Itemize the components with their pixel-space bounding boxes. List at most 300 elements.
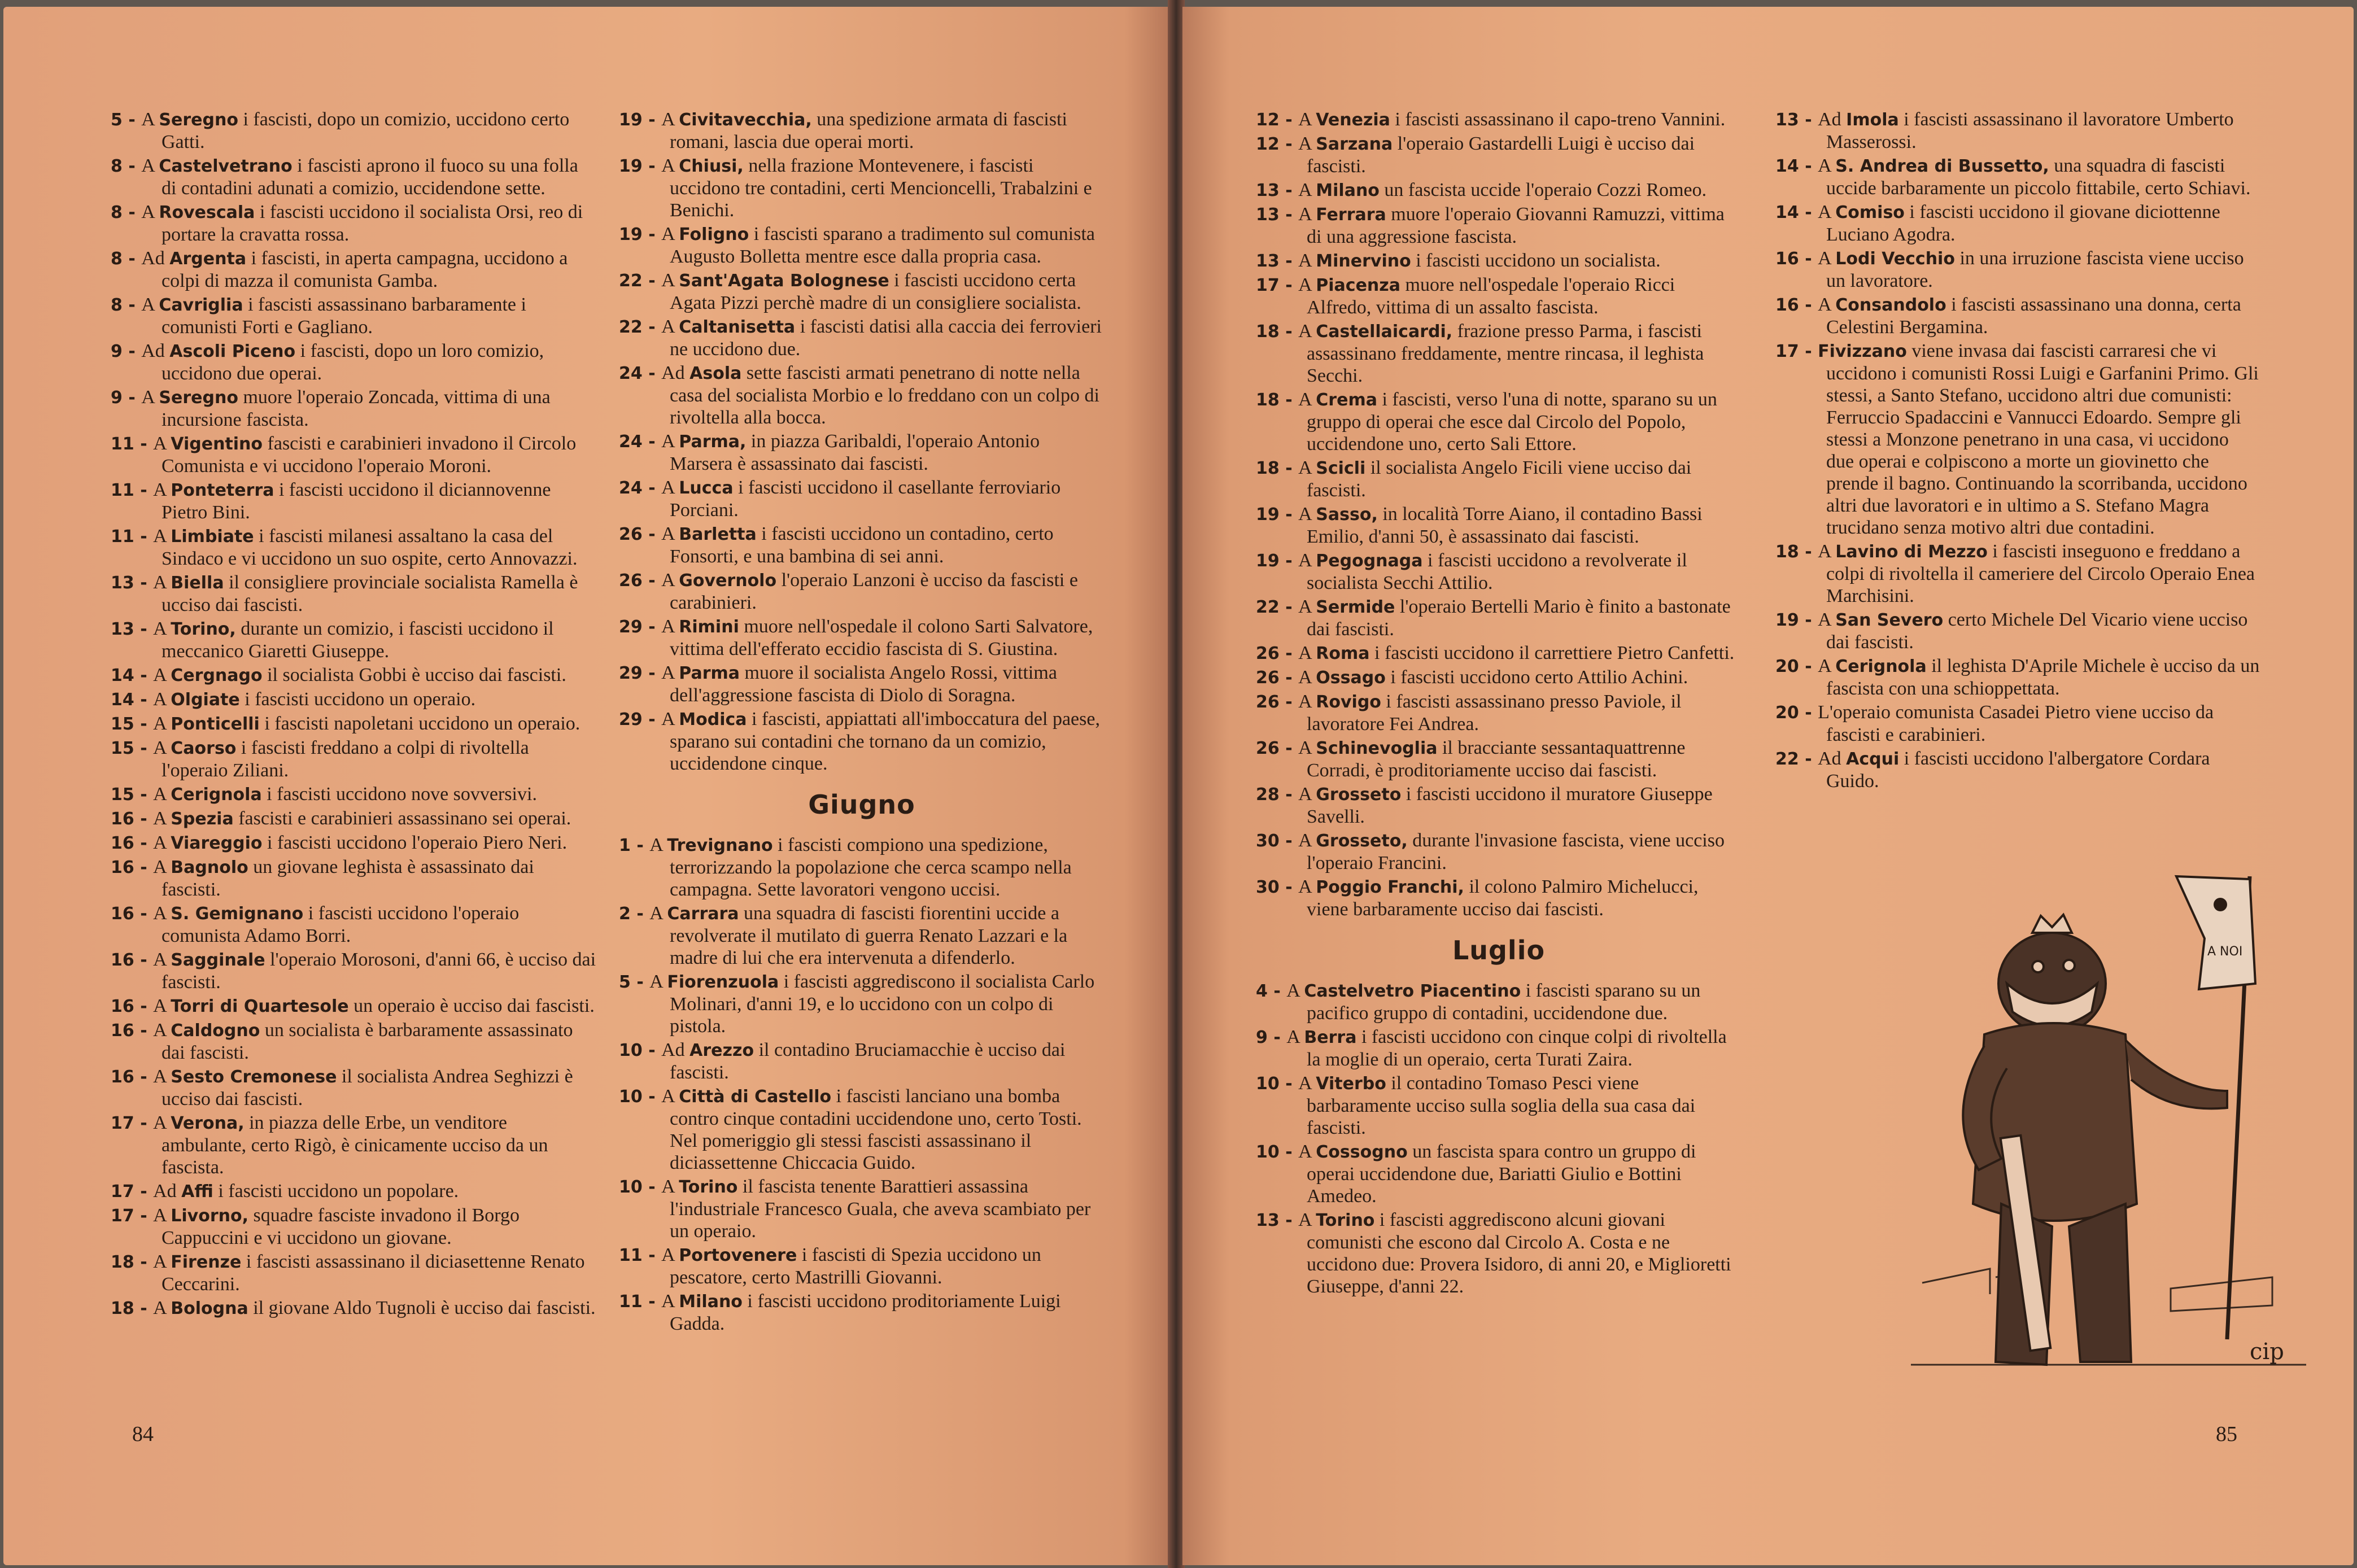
entry-day: 2 - [619,904,650,924]
entry-preposition: A [153,737,171,758]
entry-text: muore il socialista Angelo Rossi, vittima dell'aggressione fascista di Diolo di Soragna. [670,662,1057,706]
entry-day: 24 - [619,478,662,498]
chronology-entry [111,713,596,735]
chronology-entry [111,1180,596,1203]
chronology-entry [619,1244,1105,1289]
entry-place: Sesto Cremonese [171,1067,337,1087]
entry-text: sette fascisti armati penetrano di notte nella casa del socialista Morbio e lo freddano con un colpo di rivoltella alla bocca. [670,362,1099,428]
entry-text: durante l'invasione fascista, viene ucciso l'operaio Francini. [1307,830,1725,873]
chronology-entry [111,108,596,153]
chronology-entry [1256,179,1741,202]
entry-day: 17 - [1775,342,1818,361]
entry-day: 26 - [619,525,662,544]
entry-place: Rimini [679,617,739,637]
entry-day: 15 - [111,785,154,805]
chronology-entry [111,995,596,1017]
entry-day: 26 - [1256,668,1299,688]
entry-text: i fascisti, in aperta campagna, uccidono a colpi di mazza il comunista Gamba. [162,248,568,291]
entry-place: Cossogno [1316,1142,1408,1162]
entry-day: 13 - [1256,251,1299,271]
chronology-entry [1775,655,2261,700]
entry-place: Cerignola [1835,657,1927,676]
entry-day: 13 - [111,573,154,593]
entry-preposition: A [141,294,159,315]
entry-preposition: A [1298,550,1316,571]
entry-day: 4 - [1256,981,1287,1001]
entry-place: Seregno [159,388,238,408]
left-page [3,7,1171,1565]
page-number-right: 85 [2216,1422,2237,1446]
entry-day: 11 - [619,1246,662,1265]
chronology-entry [1256,549,1741,594]
entry-day: 5 - [111,110,142,130]
entry-preposition: A [153,433,171,454]
chronology-entry [111,571,596,616]
chronology-entry [1256,829,1741,874]
entry-day: 26 - [619,571,662,591]
chronology-entry [111,201,596,246]
entry-place: Chiusi, [679,156,744,176]
entry-place: Sagginale [171,950,265,970]
chronology-entry [111,783,596,806]
chronology-entry [619,316,1105,360]
entry-text: i fascisti uccidono con cinque colpi di rivoltella la moglie di un operaio, certa Turati Zaira. [1307,1027,1727,1070]
entry-place: Cergnago [171,666,263,685]
entry-preposition: A [649,835,667,855]
entry-day: 28 - [1256,785,1299,805]
entry-preposition: A [1818,294,1836,315]
entry-place: Argenta [169,249,247,269]
entry-day: 26 - [1256,644,1299,663]
entry-day: 8 - [111,249,142,269]
entry-preposition: A [141,387,159,408]
entry-day: 16 - [111,809,154,829]
right-column-2 [1775,108,2261,794]
entry-preposition: A [141,155,159,176]
entry-text: i fascisti uccidono l'operaio comunista Adamo Borri. [162,903,520,946]
entry-place: Ferrara [1316,205,1386,225]
entry-preposition: Ad [141,340,170,361]
entry-day: 26 - [1256,739,1299,758]
entry-text: nella frazione Montevenere, i fascisti uccidono tre contadini, certi Mencioncelli, Trabalzini e Benichi. [670,155,1092,221]
entry-preposition: Ad [141,248,170,269]
entry-text: un operaio è ucciso dai fascisti. [348,995,595,1016]
entry-preposition: A [153,903,171,924]
chronology-entry [1256,596,1741,640]
entry-place: Vigentino [171,434,263,454]
entry-text: una squadra di fascisti fiorentini uccide a revolverate il mutilato di guerra Renato Lazzari e la madre di lui che era intervenuta a difenderlo. [670,903,1068,968]
entry-place: Cavriglia [159,295,243,315]
entry-preposition: A [153,949,171,970]
entry-preposition: A [1286,980,1304,1001]
entry-day: 10 - [619,1087,662,1107]
entry-place: Comiso [1835,203,1905,222]
entry-text: i fascisti uccidono il muratore Giuseppe Savelli. [1307,784,1713,827]
entry-preposition: A [141,202,159,222]
entry-place: Seregno [159,110,238,130]
chronology-entry [111,155,596,199]
entry-text: squadre fasciste invadono il Borgo Cappuccini e vi uccidono un giovane. [162,1205,520,1248]
entry-place: Venezia [1316,110,1390,130]
entry-place: Torino [679,1177,738,1197]
chronology-entry [619,1085,1105,1174]
entry-preposition: A [661,477,679,498]
entry-day: 19 - [619,225,662,244]
entry-place: Firenze [171,1252,242,1272]
chronology-entry [619,430,1105,475]
entry-place: Fiorenzuola [667,972,779,992]
chronology-entry [111,247,596,292]
chronology-entry [1256,980,1741,1024]
entry-preposition: A [661,224,679,244]
chronology-entry [619,223,1105,268]
entry-text: una spedizione armata di fascisti romani, lascia due operai morti. [670,109,1067,152]
entry-preposition: A [661,523,679,544]
entry-place: Civitavecchia, [679,110,812,130]
entry-place: Milano [679,1292,743,1312]
entry-text: i fascisti inseguono e freddano a colpi di rivoltella il cameriere del Circolo Operaio Enea Marchisini. [1826,541,2255,606]
chronology-entry [1256,457,1741,501]
entry-text: in località Torre Aiano, il contadino Bassi Emilio, d'anni 50, è assassinato dai fascisti. [1307,504,1703,547]
june-entries [619,834,1105,1335]
entry-preposition: A [153,572,171,593]
entry-text: durante un comizio, i fascisti uccidono il meccanico Giaretti Giuseppe. [162,618,554,662]
entry-place: Roma [1316,644,1370,663]
chronology-entry [619,362,1105,429]
entry-preposition: A [153,995,171,1016]
chronology-entry [1256,642,1741,665]
chronology-entry [619,1290,1105,1335]
entry-day: 29 - [619,617,662,637]
entry-text: i fascisti uccidono certo Attilio Achini. [1385,667,1688,688]
chronology-entry [619,523,1105,567]
entry-text: il leghista D'Aprile Michele è ucciso da un fascista con una schioppettata. [1826,656,2260,699]
entry-preposition: A [661,1244,679,1265]
chronology-entry [1256,388,1741,455]
entry-text: i fascisti uccidono il carrettiere Pietro Canfetti. [1369,643,1735,663]
entry-preposition: A [1298,250,1316,271]
entry-day: 29 - [619,663,662,683]
entry-text: i fascisti assassinano il lavoratore Umberto Masserossi. [1826,109,2234,152]
entry-day: 16 - [111,1021,154,1041]
entry-preposition: Ad [1818,109,1847,130]
entry-preposition: A [1298,109,1316,130]
entry-preposition: Ad [153,1181,182,1202]
chronology-entry [1256,1026,1741,1071]
entry-preposition: Ad [661,362,690,383]
entry-day: 13 - [1256,1211,1299,1230]
entry-text: i fascisti aprono il fuoco su una folla di contadini adunati a comizio, uccidendone sette. [162,155,578,199]
entry-day: 22 - [619,317,662,337]
entry-text: il bracciante sessantaquattrenne Corradi, è proditoriamente ucciso dai fascisti. [1307,737,1686,781]
entry-day: 15 - [111,714,154,734]
entry-place: Fivizzano [1818,342,1907,361]
entry-day: 16 - [111,950,154,970]
entry-day: 1 - [619,836,650,855]
entry-preposition: A [153,832,171,853]
chronology-entry [111,832,596,854]
entry-day: 5 - [619,972,650,992]
chronology-entry [619,269,1105,314]
entry-preposition: Ad [661,1039,690,1060]
entry-day: 8 - [111,156,142,176]
entry-day: 13 - [1256,205,1299,225]
entry-preposition: A [1818,656,1836,676]
entry-day: 12 - [1256,110,1299,130]
chronology-entry [111,1065,596,1110]
entry-place: Castelvetrano [159,156,293,176]
entry-place: Milano [1316,181,1380,200]
entry-text: il giovane Aldo Tugnoli è ucciso dai fascisti. [248,1298,596,1318]
entry-preposition: A [1818,609,1836,630]
entry-text: i fascisti uccidono un operaio. [239,689,476,710]
entry-day: 18 - [111,1252,154,1272]
entry-text: frazione presso Parma, i fascisti assassinano freddamente, mentre rincasa, il leghista Secchi. [1307,321,1704,386]
entry-day: 16 - [1775,249,1818,269]
entry-text: i fascisti sparano a tradimento sul comunista Augusto Bolletta mentre esce dalla propria casa. [670,224,1095,267]
chronology-entry [619,662,1105,706]
chronology-entry [1256,503,1741,548]
entry-day: 11 - [111,527,154,547]
entry-place: Lodi Vecchio [1835,249,1955,269]
entry-place: Lavino di Mezzo [1835,542,1988,562]
entry-place: Torino, [171,619,236,639]
entry-preposition: A [153,1020,171,1041]
entry-preposition: A [649,971,667,992]
entry-day: 18 - [1256,390,1299,410]
chronology-entry [619,155,1105,221]
entry-preposition: A [1818,155,1836,176]
entry-text: i fascisti uccidono un contadino, certo Fonsorti, e una bambina di sei anni. [670,523,1054,567]
entry-place: Grosseto, [1316,831,1408,851]
entry-preposition: A [661,570,679,591]
entry-text: i fascisti uccidono certa Agata Pizzi perchè madre di un consigliere socialista. [670,270,1081,313]
entry-text: il contadino Bruciamacchie è ucciso dai fascisti. [670,1039,1066,1083]
chronology-entry [1775,155,2261,199]
entry-text: certo Michele Del Vicario viene ucciso dai fascisti. [1826,609,2248,653]
entry-preposition: A [661,155,679,176]
entry-place: Arezzo [689,1041,754,1060]
entry-text: i fascisti lanciano una bomba contro cinque contadini uccidendone uno, certo Tosti. Nel pomeriggio gli stessi fascisti assassinano il diciassettenne Chiccacia Guido. [670,1086,1082,1173]
chronology-entry [1775,201,2261,246]
entry-preposition: A [1298,321,1316,342]
entry-text: i fascisti, verso l'una di notte, sparano su un gruppo di operai che esce dal Circolo del Popolo, uccidendone uno, certo Sali Ettore. [1307,389,1717,455]
entry-day: 18 - [1775,542,1818,562]
entry-text: i fascisti di Spezia uccidono un pescatore, certo Mastrilli Giovanni. [670,1244,1041,1288]
entry-text: i fascisti aggrediscono alcuni giovani comunisti che escono dal Circolo A. Costa e ne uccidono due: Provera Isidoro, di anni 20, e Miglioretti Giuseppe, d'anni 22. [1307,1209,1731,1297]
may-entries-continued [619,108,1105,775]
entry-preposition: A [1818,248,1836,269]
chronology-entry [1256,274,1741,318]
entry-day: 26 - [1256,692,1299,712]
entry-day: 16 - [111,858,154,877]
chronology-entry [1256,783,1741,828]
entry-text: i fascisti uccidono il giovane diciottenne Luciano Agodra. [1826,202,2220,245]
chronology-entry [111,294,596,338]
entry-place: Rovescala [159,203,255,222]
entry-text: i fascisti assassinano il capo-treno Vannini. [1390,109,1726,130]
entry-text: un socialista è barbaramente assassinato dai fascisti. [162,1020,573,1063]
chronology-entry [1256,133,1741,177]
entry-place: Carrara [667,904,739,924]
entry-preposition: A [661,1086,679,1107]
entry-day: 30 - [1256,831,1299,851]
entry-preposition: A [1298,274,1316,295]
entry-preposition: A [661,316,679,337]
entry-preposition: A [153,784,171,805]
entry-day: 18 - [111,1299,154,1318]
entry-preposition: A [153,1251,171,1272]
chronology-entry [1256,1072,1741,1139]
entry-place: Torino [1316,1211,1375,1230]
entry-text: fascisti e carabinieri assassinano sei operai. [233,808,571,829]
chronology-entry [1256,737,1741,781]
entry-preposition: A [661,270,679,291]
entry-preposition: A [153,618,171,639]
entry-day: 8 - [111,295,142,315]
chronology-entry [111,433,596,477]
entry-place: Lucca [679,478,734,498]
chronology-entry [111,1112,596,1178]
entry-preposition: A [661,431,679,452]
entry-day: 20 - [1775,657,1818,676]
june-entries-continued [1256,108,1741,920]
entry-place: Governolo [679,571,777,591]
entry-text: i fascisti uccidono un popolare. [213,1181,459,1202]
entry-day: 10 - [619,1177,662,1197]
entry-day: 22 - [1256,597,1299,617]
chronology-entry [1775,108,2261,153]
entry-place: S. Andrea di Bussetto, [1835,156,2049,176]
entry-preposition: A [1298,1073,1316,1094]
entry-place: Cerignola [171,785,262,805]
entry-preposition: A [1298,457,1316,478]
entry-preposition: A [153,713,171,734]
entry-text: in piazza Garibaldi, l'operaio Antonio Marsera è assassinato dai fascisti. [670,431,1040,474]
entry-preposition: A [649,903,667,924]
entry-preposition: A [153,689,171,710]
entry-preposition: A [153,526,171,547]
month-heading-july: Luglio [1452,935,1546,966]
chronology-entry [619,569,1105,614]
entry-preposition: A [1818,541,1836,562]
entry-place: Torri di Quartesole [171,997,349,1016]
chronology-entry [1775,701,2261,746]
chronology-entry [111,1297,596,1320]
entry-day: 24 - [619,432,662,452]
entry-day: 19 - [619,110,662,130]
entry-place: Parma [679,663,740,683]
entry-place: S. Gemignano [171,904,304,924]
entry-text: muore l'operaio Zoncada, vittima di una incursione fascista. [162,387,551,430]
chronology-entry [1775,294,2261,338]
entry-text: l'operaio Bertelli Mario è finito a bastonate dai fascisti. [1307,596,1731,640]
entry-preposition: A [1298,596,1316,617]
chronology-entry [619,477,1105,521]
entry-place: Rovigo [1316,692,1381,712]
entry-text: i fascisti, appiattati all'imboccatura del paese, sparano sui contadini che tornano da un comizio, uccidendone cinque. [670,709,1100,774]
entry-text: i fascisti, dopo un comizio, uccidono certo Gatti. [162,109,570,152]
entry-place: San Severo [1835,610,1944,630]
left-column-1 [111,108,596,1321]
entry-place: Poggio Franchi, [1316,877,1464,897]
entry-place: Modica [679,710,747,730]
entry-day: 17 - [111,1113,154,1133]
entry-preposition: A [1298,1209,1316,1230]
chronology-entry [619,108,1105,153]
chronology-entry [111,949,596,993]
entry-day: 30 - [1256,877,1299,897]
entry-day: 13 - [1256,181,1299,200]
entry-day: 17 - [111,1206,154,1226]
entry-place: Affi [181,1182,213,1202]
entry-day: 15 - [111,739,154,758]
entry-text: viene invasa dai fascisti carraresi che vi uccidono i comunisti Rossi Luigi e Garfanini Primo. Gli stessi, a Santo Stefano, uccidono altri due comunisti: Ferruccio Spadaccini e Vannucci Edoardo. Sempre gli stessi a Monzone penetrano in una casa, vi uccidono due operai e colpiscono a morte un giovinetto che prende il bagno. Continuando la scorribanda, uccidono altri due lavoratori e in ultimo a S. Stefano Magra trucidano senza motivo altri due contadini. [1826,340,2259,538]
entry-text: i fascisti assassinano barbaramente i comunisti Forti e Gagliano. [162,294,526,338]
chronology-entry [111,1204,596,1249]
chronology-entry [1256,1209,1741,1298]
entry-text: l'operaio Lanzoni è ucciso da fascisti e carabinieri. [670,570,1078,613]
entry-text: una squadra di fascisti uccide barbaramente un piccolo fittabile, certo Schiavi. [1826,155,2251,199]
entry-day: 9 - [1256,1028,1287,1047]
entry-text: il contadino Tomaso Pesci viene barbaramente ucciso sulla soglia della sua casa dai fascisti. [1307,1073,1696,1138]
entry-place: Schinevoglia [1316,739,1438,758]
entry-place: Castelvetro Piacentino [1304,981,1521,1001]
entry-place: Foligno [679,225,749,244]
entry-text: i fascisti sparano su un pacifico gruppo di contadini, uccidendone due. [1307,980,1701,1024]
entry-text: l'operaio Gastardelli Luigi è ucciso dai fascisti. [1307,133,1695,177]
entry-preposition: A [153,1205,171,1226]
chronology-entry [111,902,596,947]
entry-place: Bagnolo [171,858,248,877]
entry-text: i fascisti uccidono il diciannovenne Pietro Bini. [162,479,551,523]
chronology-entry [1775,340,2261,539]
entry-day: 16 - [111,1067,154,1087]
entry-place: Sarzana [1316,134,1393,154]
chronology-entry [111,664,596,687]
entry-day: 14 - [1775,203,1818,222]
entry-text: i fascisti aggrediscono il socialista Carlo Molinari, d'anni 19, e lo uccidono con un colpo di pistola. [670,971,1095,1037]
entry-place: Scicli [1316,458,1366,478]
month-heading-june: Giugno [808,789,915,820]
entry-preposition: A [1298,180,1316,200]
entry-place: Spezia [171,809,234,829]
entry-preposition: Ad [1818,748,1847,769]
entry-place: Ossago [1316,668,1386,688]
entry-place: Ascoli Piceno [169,342,296,361]
flag-text: A NOI [2207,945,2243,959]
entry-preposition: A [1818,202,1836,222]
entry-text: un fascista spara contro un gruppo di operai uccidendone due, Bariatti Giulio e Bottini Amedeo. [1307,1141,1696,1207]
entry-day: 12 - [1256,134,1299,154]
entry-preposition: A [153,808,171,829]
chronology-entry [619,708,1105,775]
entry-place: Biella [171,573,224,593]
entry-place: Sasso, [1316,505,1378,525]
entry-place: Sant'Agata Bolognese [679,271,889,291]
entry-text: i fascisti uccidono proditoriamente Luigi Gadda. [670,1291,1061,1334]
entry-day: 9 - [111,388,142,408]
entry-place: Verona, [171,1113,245,1133]
entry-place: Parma, [679,432,747,452]
chronology-entry [619,615,1105,660]
entry-day: 10 - [1256,1142,1299,1162]
entry-preposition: A [1298,1141,1316,1162]
entry-place: Asola [689,364,742,383]
entry-text: in una irruzione fascista viene ucciso un lavoratore. [1826,248,2244,291]
entry-text: il socialista Andrea Seghizzi è ucciso dai fascisti. [162,1066,573,1110]
chronology-entry [1775,748,2261,792]
